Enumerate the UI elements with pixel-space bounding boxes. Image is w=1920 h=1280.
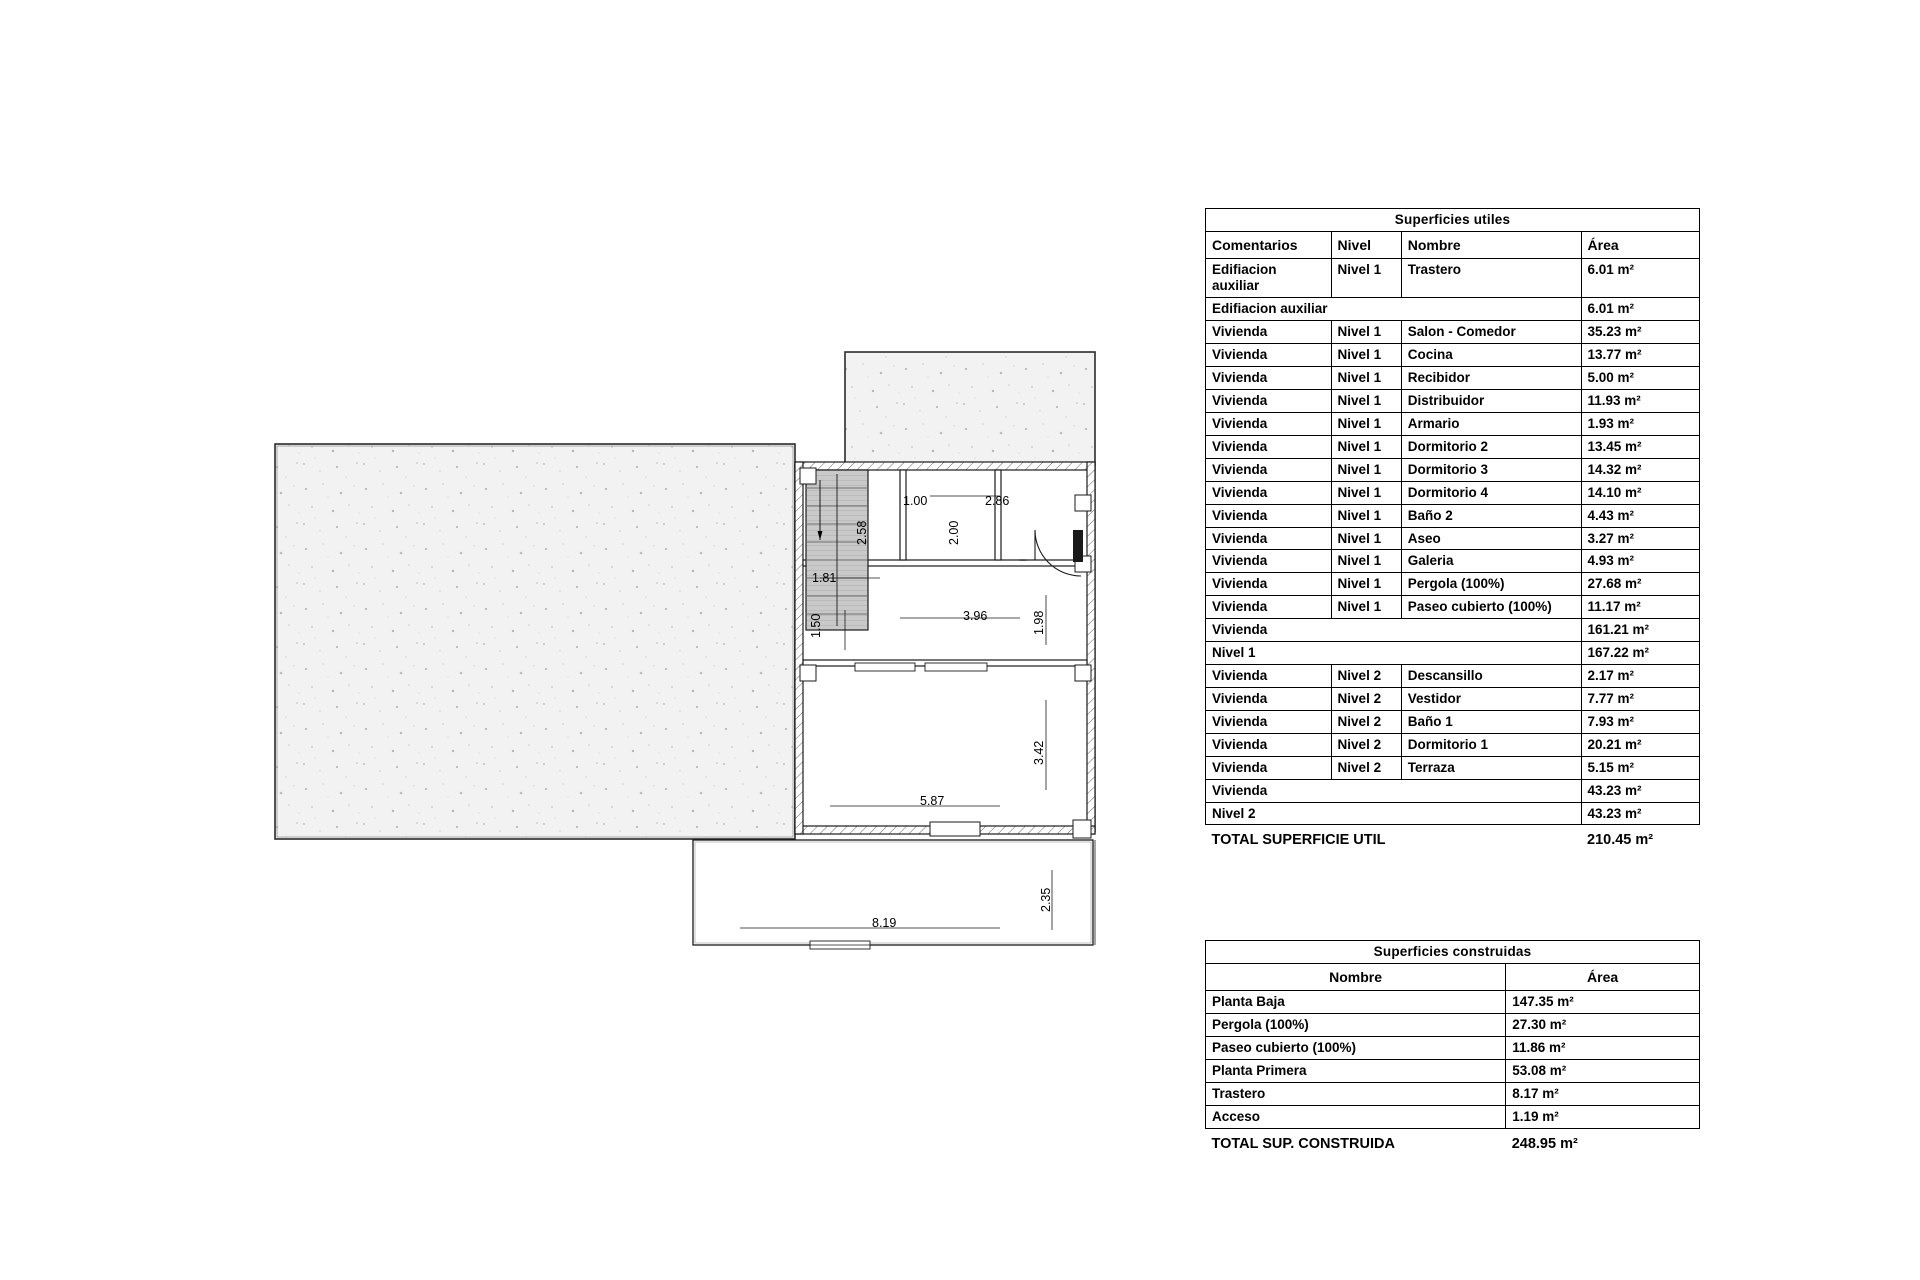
table-row: [1206, 412, 1700, 435]
table-row: [1206, 573, 1700, 596]
table-header-row: [1206, 963, 1700, 991]
cell-nombre: Dormitorio 2: [1401, 435, 1581, 458]
total-label: TOTAL SUP. CONSTRUIDA: [1206, 1128, 1506, 1156]
cell-area: 1.93 m²: [1581, 412, 1699, 435]
cell-area: 147.35 m²: [1506, 991, 1700, 1014]
table-row: [1206, 1083, 1700, 1106]
table-row: [1206, 435, 1700, 458]
dim-3-42: 3.42: [1032, 740, 1046, 765]
cell-area: 11.86 m²: [1506, 1037, 1700, 1060]
cell-comentarios: Vivienda: [1206, 412, 1332, 435]
header-area: Área: [1581, 231, 1699, 259]
header-nombre: Nombre: [1206, 963, 1506, 991]
table-row: [1206, 504, 1700, 527]
total-area: 210.45 m²: [1581, 825, 1699, 853]
cell-area: 11.17 m²: [1581, 596, 1699, 619]
cell-nivel: Nivel 1: [1331, 344, 1401, 367]
cell-nombre: Distribuidor: [1401, 389, 1581, 412]
cell-nivel: Nivel 1: [1331, 573, 1401, 596]
cell-comentarios: Edifiacion auxiliar: [1206, 259, 1332, 298]
cell-comentarios: Vivienda: [1206, 481, 1332, 504]
header-nombre: Nombre: [1401, 231, 1581, 259]
dim-5-87: 5.87: [920, 794, 945, 808]
subtotal-label: Nivel 2: [1206, 802, 1582, 825]
cell-comentarios: Vivienda: [1206, 733, 1332, 756]
table-subtotal-row: [1206, 298, 1700, 321]
cell-comentarios: Vivienda: [1206, 389, 1332, 412]
plot-outline: [275, 444, 795, 839]
cell-nombre: Terraza: [1401, 756, 1581, 779]
cell-nombre: Trastero: [1206, 1083, 1506, 1106]
cell-nombre: Dormitorio 4: [1401, 481, 1581, 504]
superficies-construidas-title: Superficies construidas: [1206, 941, 1700, 964]
dim-1-98: 1.98: [1032, 610, 1046, 635]
table-subtotal-row: [1206, 642, 1700, 665]
cell-comentarios: Vivienda: [1206, 367, 1332, 390]
cell-comentarios: Vivienda: [1206, 756, 1332, 779]
table-row: [1206, 389, 1700, 412]
cell-nivel: Nivel 2: [1331, 733, 1401, 756]
cell-nivel: Nivel 1: [1331, 389, 1401, 412]
cell-area: 20.21 m²: [1581, 733, 1699, 756]
cell-nivel: Nivel 2: [1331, 687, 1401, 710]
cell-area: 6.01 m²: [1581, 259, 1699, 298]
dim-1-50: 1.50: [809, 613, 823, 638]
cell-nombre: Salon - Comedor: [1401, 321, 1581, 344]
cell-nivel: Nivel 1: [1331, 412, 1401, 435]
cell-nivel: Nivel 1: [1331, 527, 1401, 550]
cell-area: 2.17 m²: [1581, 665, 1699, 688]
cell-nombre: Recibidor: [1401, 367, 1581, 390]
header-comentarios: Comentarios: [1206, 231, 1332, 259]
header-area: Área: [1506, 963, 1700, 991]
cell-nombre: Dormitorio 3: [1401, 458, 1581, 481]
cell-nombre: Galeria: [1401, 550, 1581, 573]
dim-3-96: 3.96: [963, 609, 988, 623]
cell-area: 4.43 m²: [1581, 504, 1699, 527]
table-subtotal-row: [1206, 802, 1700, 825]
superficies-utiles-table: [1205, 208, 1700, 853]
staircase: [806, 470, 868, 630]
table-row: [1206, 458, 1700, 481]
cell-nivel: Nivel 1: [1331, 367, 1401, 390]
table-row: [1206, 687, 1700, 710]
cell-nombre: Dormitorio 1: [1401, 733, 1581, 756]
table-total-row: [1206, 825, 1700, 853]
table-subtotal-row: [1206, 779, 1700, 802]
cell-comentarios: Vivienda: [1206, 458, 1332, 481]
dim-1-00: 1.00: [903, 494, 928, 508]
total-area: 248.95 m²: [1506, 1128, 1700, 1156]
subtotal-area: 161.21 m²: [1581, 619, 1699, 642]
cell-nombre: Pergola (100%): [1206, 1014, 1506, 1037]
cell-area: 1.19 m²: [1506, 1106, 1700, 1129]
total-label: TOTAL SUPERFICIE UTIL: [1206, 825, 1582, 853]
table-header-row: [1206, 231, 1700, 259]
cell-nivel: Nivel 1: [1331, 504, 1401, 527]
table-row: [1206, 527, 1700, 550]
dim-2-35: 2.35: [1039, 887, 1053, 912]
cell-nombre: Cocina: [1401, 344, 1581, 367]
table-row: [1206, 733, 1700, 756]
cell-area: 27.30 m²: [1506, 1014, 1700, 1037]
table-row: [1206, 665, 1700, 688]
cell-comentarios: Vivienda: [1206, 527, 1332, 550]
cell-nivel: Nivel 1: [1331, 321, 1401, 344]
cell-comentarios: Vivienda: [1206, 665, 1332, 688]
cell-area: 3.27 m²: [1581, 527, 1699, 550]
cell-area: 13.77 m²: [1581, 344, 1699, 367]
table-row: [1206, 344, 1700, 367]
dim-2-86: 2.86: [985, 494, 1010, 508]
cell-nivel: Nivel 1: [1331, 435, 1401, 458]
table-row: [1206, 1014, 1700, 1037]
cell-nivel: Nivel 2: [1331, 710, 1401, 733]
cell-nombre: Pergola (100%): [1401, 573, 1581, 596]
table-total-row: [1206, 1128, 1700, 1156]
dim-1-81: 1.81: [812, 571, 837, 585]
cell-comentarios: Vivienda: [1206, 687, 1332, 710]
subtotal-label: Nivel 1: [1206, 642, 1582, 665]
table-row: [1206, 1037, 1700, 1060]
cell-comentarios: Vivienda: [1206, 504, 1332, 527]
cell-nivel: Nivel 1: [1331, 550, 1401, 573]
subtotal-label: Edifiacion auxiliar: [1206, 298, 1582, 321]
subtotal-label: Vivienda: [1206, 619, 1582, 642]
table-row: [1206, 367, 1700, 390]
cell-nombre: Armario: [1401, 412, 1581, 435]
table-title-row: [1206, 209, 1700, 232]
dim-2-00: 2.00: [947, 520, 961, 545]
table-subtotal-row: [1206, 619, 1700, 642]
cell-comentarios: Vivienda: [1206, 344, 1332, 367]
cell-nombre: Baño 2: [1401, 504, 1581, 527]
cell-nivel: Nivel 2: [1331, 756, 1401, 779]
table-row: [1206, 756, 1700, 779]
table-row: [1206, 1060, 1700, 1083]
cell-area: 35.23 m²: [1581, 321, 1699, 344]
cell-area: 4.93 m²: [1581, 550, 1699, 573]
cell-area: 14.10 m²: [1581, 481, 1699, 504]
table-row: [1206, 481, 1700, 504]
subtotal-area: 43.23 m²: [1581, 802, 1699, 825]
table-row: [1206, 710, 1700, 733]
table-row: [1206, 550, 1700, 573]
table-row: [1206, 259, 1700, 298]
cell-comentarios: Vivienda: [1206, 435, 1332, 458]
cell-nivel: Nivel 1: [1331, 259, 1401, 298]
cell-comentarios: Vivienda: [1206, 710, 1332, 733]
superficies-utiles-title: Superficies utiles: [1206, 209, 1700, 232]
subtotal-area: 6.01 m²: [1581, 298, 1699, 321]
cell-nivel: Nivel 1: [1331, 458, 1401, 481]
cell-area: 53.08 m²: [1506, 1060, 1700, 1083]
cell-area: 14.32 m²: [1581, 458, 1699, 481]
cell-area: 13.45 m²: [1581, 435, 1699, 458]
cell-comentarios: Vivienda: [1206, 321, 1332, 344]
cell-nombre: Paseo cubierto (100%): [1206, 1037, 1506, 1060]
cell-area: 27.68 m²: [1581, 573, 1699, 596]
pergola-outline: [693, 840, 1093, 949]
cell-nivel: Nivel 1: [1331, 596, 1401, 619]
table-row: [1206, 321, 1700, 344]
cell-comentarios: Vivienda: [1206, 596, 1332, 619]
table-row: [1206, 1106, 1700, 1129]
cell-nombre: Descansillo: [1401, 665, 1581, 688]
cell-area: 7.93 m²: [1581, 710, 1699, 733]
cell-nombre: Aseo: [1401, 527, 1581, 550]
dim-2-58: 2.58: [855, 520, 869, 545]
table-title-row: [1206, 941, 1700, 964]
cell-comentarios: Vivienda: [1206, 573, 1332, 596]
cell-area: 7.77 m²: [1581, 687, 1699, 710]
cell-nombre: Trastero: [1401, 259, 1581, 298]
subtotal-label: Vivienda: [1206, 779, 1582, 802]
table-row: [1206, 596, 1700, 619]
upper-terrace: [845, 352, 1095, 465]
subtotal-area: 167.22 m²: [1581, 642, 1699, 665]
cell-area: 5.15 m²: [1581, 756, 1699, 779]
cell-nombre: Paseo cubierto (100%): [1401, 596, 1581, 619]
cell-nombre: Planta Primera: [1206, 1060, 1506, 1083]
subtotal-area: 43.23 m²: [1581, 779, 1699, 802]
cell-nombre: Acceso: [1206, 1106, 1506, 1129]
dim-8-19: 8.19: [872, 916, 897, 930]
cell-area: 5.00 m²: [1581, 367, 1699, 390]
cell-nivel: Nivel 2: [1331, 665, 1401, 688]
cell-nombre: Planta Baja: [1206, 991, 1506, 1014]
cell-nombre: Baño 1: [1401, 710, 1581, 733]
header-nivel: Nivel: [1331, 231, 1401, 259]
cell-comentarios: Vivienda: [1206, 550, 1332, 573]
table-row: [1206, 991, 1700, 1014]
cell-nombre: Vestidor: [1401, 687, 1581, 710]
cell-nivel: Nivel 1: [1331, 481, 1401, 504]
cell-area: 8.17 m²: [1506, 1083, 1700, 1106]
cell-area: 11.93 m²: [1581, 389, 1699, 412]
superficies-construidas-table: [1205, 940, 1700, 1156]
